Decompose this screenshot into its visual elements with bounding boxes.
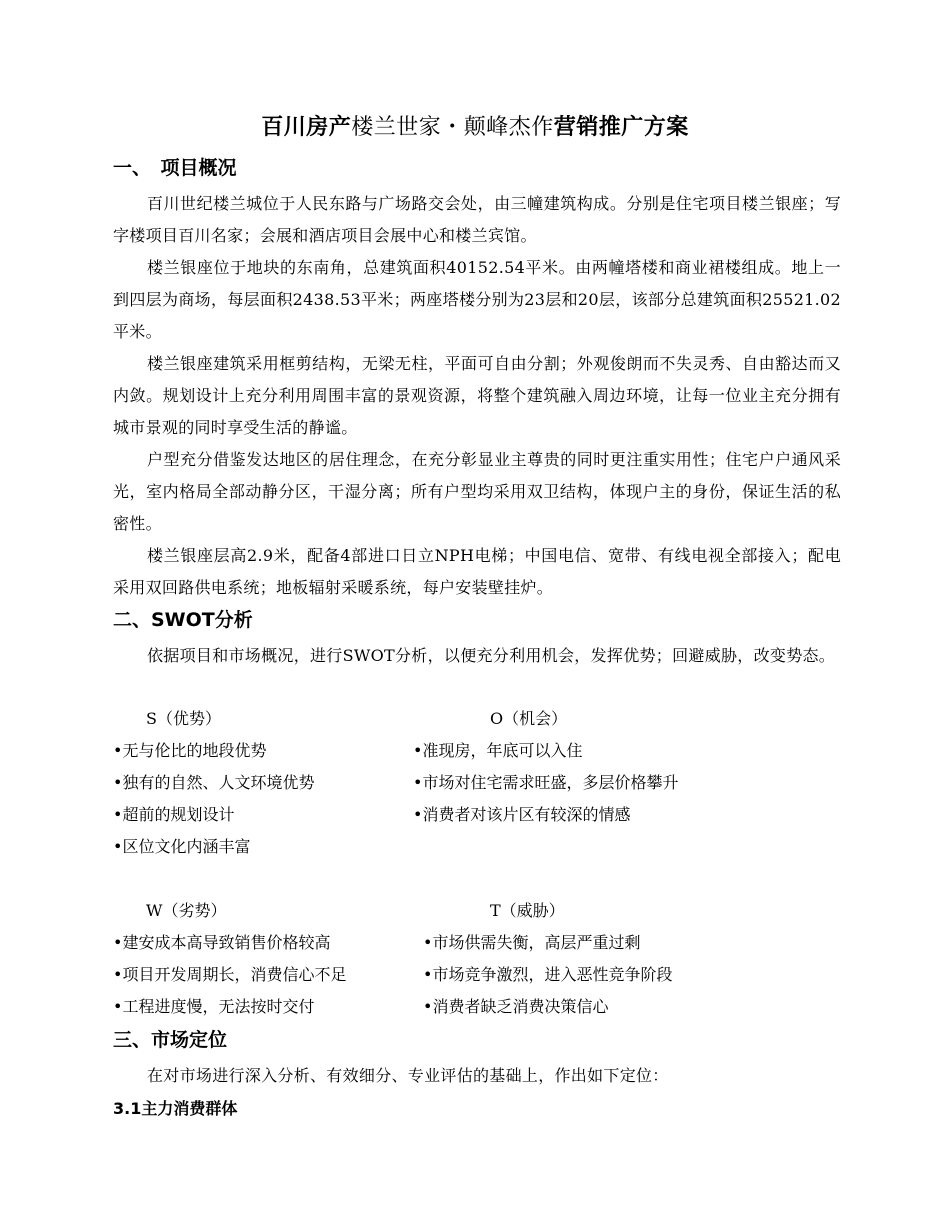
section-3-heading: 三、市场定位: [113, 1029, 228, 1051]
section-2-intro: 依据项目和市场概况，进行SWOT分析，以便充分利用机会，发挥优势；回避威胁，改变势态。: [147, 646, 836, 665]
swot-opportunities-head: O（机会）: [490, 709, 568, 728]
section-1-paragraph-3: 楼兰银座建筑采用框剪结构，无梁无柱，平面可自由分割；外观俊朗而不失灵秀、自由豁达而又内敛。规划设计上充分利用周围丰富的景观资源，将整个建筑融入周边环境，让每一位业主充分拥有城市景观的同时享受生活的静谧。: [113, 354, 841, 437]
swot-weaknesses-head: W（劣势）: [146, 901, 227, 920]
list-item: •无与伦比的地段优势: [113, 741, 267, 760]
swot-threats-head: T（威胁）: [490, 901, 565, 920]
list-item: •消费者缺乏消费决策信心: [423, 997, 609, 1016]
section-1-paragraph-1: 百川世纪楼兰城位于人民东路与广场路交会处，由三幢建筑构成。分别是住宅项目楼兰银座；写字楼项目百川名家；会展和酒店项目会展中心和楼兰宾馆。: [113, 194, 841, 245]
list-item: •市场供需失衡，高层严重过剩: [423, 933, 641, 952]
section-1-paragraph-5: 楼兰银座层高2.9米，配备4部进口日立NPH电梯；中国电信、宽带、有线电视全部接入；配电采用双回路供电系统；地板辐射采暖系统，每户安装壁挂炉。: [113, 546, 841, 597]
list-item: •市场对住宅需求旺盛，多层价格攀升: [413, 773, 679, 792]
section-2-heading: 二、SWOT分析: [113, 609, 253, 631]
title-part-1: 百川房产: [261, 115, 352, 140]
document-title: [0, 113, 950, 143]
swot-threats: [423, 895, 672, 1023]
list-item: •独有的自然、人文环境优势: [113, 773, 315, 792]
swot-strengths: [113, 703, 314, 863]
swot-strengths-head: S（优势）: [146, 709, 221, 728]
title-part-3: 营销推广方案: [553, 115, 689, 140]
section-1-paragraph-2: 楼兰银座位于地块的东南角，总建筑面积40152.54平米。由两幢塔楼和商业裙楼组成。地上一到四层为商场，每层面积2438.53平米；两座塔楼分别为23层和20层，该部分总建筑面积25521.02平米。: [113, 258, 841, 341]
section-3-subheading: 3.1主力消费群体: [113, 1099, 238, 1118]
list-item: •准现房，年底可以入住: [413, 741, 583, 760]
title-part-2: 楼兰世家・颠峰杰作: [351, 115, 554, 140]
list-item: •建安成本高导致销售价格较高: [113, 933, 331, 952]
list-item: •超前的规划设计: [113, 805, 235, 824]
swot-weaknesses: [113, 895, 346, 1023]
list-item: •区位文化内涵丰富: [113, 837, 251, 856]
swot-opportunities: [413, 703, 678, 831]
section-1-heading: 一、 项目概况: [113, 157, 237, 179]
section-3-intro: 在对市场进行深入分析、有效细分、专业评估的基础上，作出如下定位：: [147, 1066, 669, 1085]
section-1-paragraph-4: 户型充分借鉴发达地区的居住理念，在充分彰显业主尊贵的同时更注重实用性；住宅户户通风采光，室内格局全部动静分区，干湿分离；所有户型均采用双卫结构，体现户主的身份，保证生活的私密性。: [113, 450, 841, 533]
list-item: •工程进度慢，无法按时交付: [113, 997, 315, 1016]
list-item: •项目开发周期长，消费信心不足: [113, 965, 347, 984]
list-item: •消费者对该片区有较深的情感: [413, 805, 631, 824]
list-item: •市场竞争激烈，进入恶性竞争阶段: [423, 965, 673, 984]
